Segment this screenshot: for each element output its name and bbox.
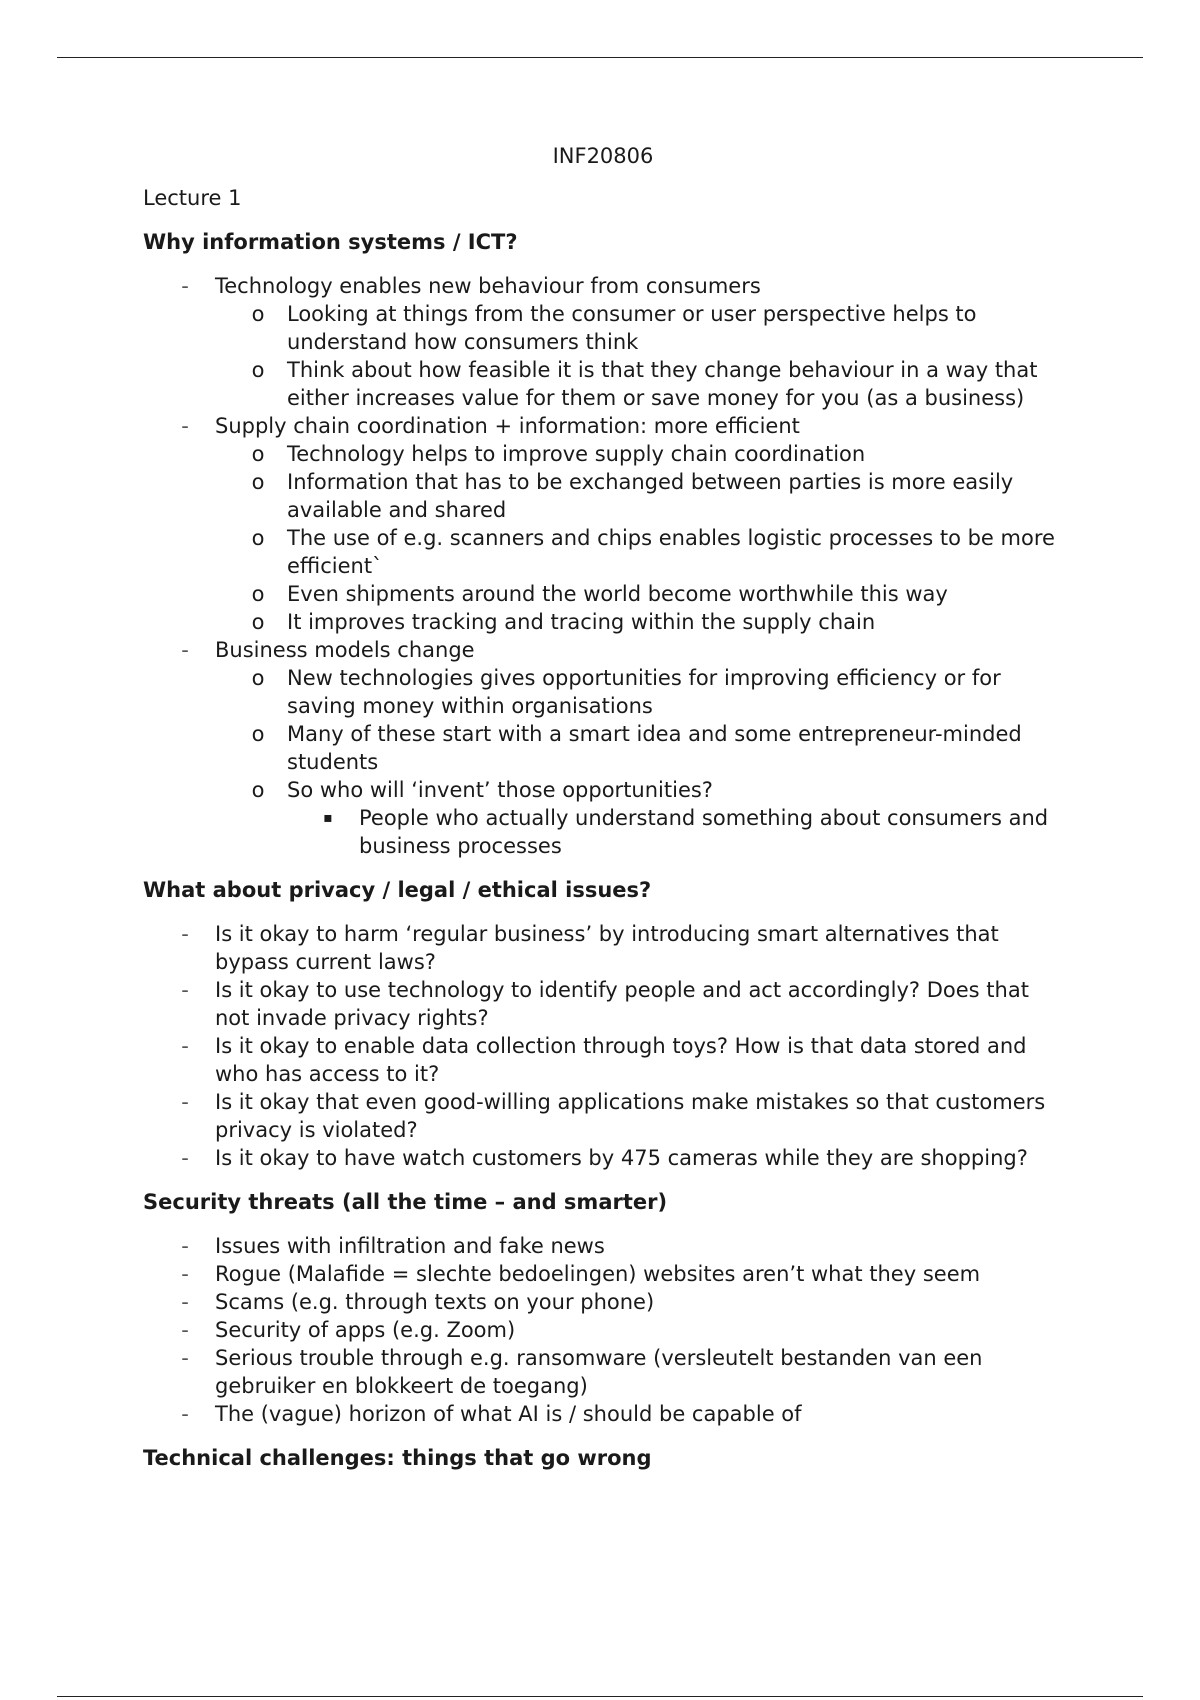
dash-bullet: - xyxy=(181,638,189,662)
list-item-text: Is it okay to have watch customers by 475 cameras while they are shopping? xyxy=(215,1146,1028,1170)
sub-list xyxy=(215,664,1063,860)
list-item-text: Technology enables new behaviour from consumers xyxy=(215,274,761,298)
sub-item-text: Think about how feasible it is that they change behaviour in a way that either increases value for them or save money for you (as a business) xyxy=(287,358,1038,410)
list-item-text: The (vague) horizon of what AI is / should be capable of xyxy=(215,1402,802,1426)
bullet-list xyxy=(143,1232,1063,1428)
sub-list-item xyxy=(215,356,1063,412)
circle-bullet: o xyxy=(251,358,265,382)
dash-bullet: - xyxy=(181,1290,189,1314)
list-item xyxy=(143,1232,1063,1260)
sub-sub-item-text: People who actually understand something about consumers and business processes xyxy=(359,806,1049,858)
circle-bullet: o xyxy=(251,470,265,494)
sub-list-item xyxy=(215,300,1063,356)
sub-item-text: Many of these start with a smart idea and some entrepreneur-minded students xyxy=(287,722,1022,774)
list-item-text: Supply chain coordination + information: more efficient xyxy=(215,414,800,438)
list-item xyxy=(143,1088,1063,1144)
section-heading: Why information systems / ICT? xyxy=(143,230,518,254)
sub-list-item xyxy=(215,580,1063,608)
sub-item-text: It improves tracking and tracing within the supply chain xyxy=(287,610,876,634)
sub-item-text: New technologies gives opportunities for improving efficiency or for saving money within organisations xyxy=(287,666,1001,718)
list-item xyxy=(143,976,1063,1032)
sub-item-text: So who will ‘invent’ those opportunities? xyxy=(287,778,713,802)
sub-list-item xyxy=(215,440,1063,468)
sub-item-text: Technology helps to improve supply chain coordination xyxy=(287,442,866,466)
sub-item-text: The use of e.g. scanners and chips enables logistic processes to be more efficient` xyxy=(287,526,1055,578)
list-item xyxy=(143,272,1063,412)
circle-bullet: o xyxy=(251,666,265,690)
dash-bullet: - xyxy=(181,1090,189,1114)
circle-bullet: o xyxy=(251,582,265,606)
section-heading: What about privacy / legal / ethical issues? xyxy=(143,878,652,902)
list-item-text: Rogue (Malafide = slechte bedoelingen) websites aren’t what they seem xyxy=(215,1262,981,1286)
list-item-text: Security of apps (e.g. Zoom) xyxy=(215,1318,516,1342)
dash-bullet: - xyxy=(181,1402,189,1426)
sub-list xyxy=(215,300,1063,412)
sub-item-text: Looking at things from the consumer or user perspective helps to understand how consumers think xyxy=(287,302,977,354)
footer-rule xyxy=(57,1696,1143,1697)
sub-sub-list xyxy=(287,804,1063,860)
circle-bullet: o xyxy=(251,442,265,466)
dash-bullet: - xyxy=(181,274,189,298)
sub-list-item xyxy=(215,608,1063,636)
circle-bullet: o xyxy=(251,722,265,746)
list-item xyxy=(143,1144,1063,1172)
list-item xyxy=(143,412,1063,636)
sub-list-item xyxy=(215,664,1063,720)
bullet-list xyxy=(143,272,1063,860)
list-item xyxy=(143,636,1063,860)
section-heading: Security threats (all the time – and smarter) xyxy=(143,1190,668,1214)
dash-bullet: - xyxy=(181,1146,189,1170)
sub-list xyxy=(215,440,1063,636)
section-heading: Technical challenges: things that go wrong xyxy=(143,1446,652,1470)
sub-item-text: Information that has to be exchanged between parties is more easily available and shared xyxy=(287,470,1014,522)
circle-bullet: o xyxy=(251,526,265,550)
circle-bullet: o xyxy=(251,610,265,634)
dash-bullet: - xyxy=(181,1262,189,1286)
square-bullet: ▪ xyxy=(323,810,333,826)
bullet-list xyxy=(143,920,1063,1172)
list-item xyxy=(143,1260,1063,1288)
list-item xyxy=(143,1288,1063,1316)
list-item-text: Is it okay that even good-willing applications make mistakes so that customers privacy is violated? xyxy=(215,1090,1046,1142)
list-item-text: Business models change xyxy=(215,638,475,662)
header-rule xyxy=(57,57,1143,58)
course-code: INF20806 xyxy=(552,144,654,168)
sub-list-item xyxy=(215,776,1063,860)
lecture-label: Lecture 1 xyxy=(143,186,242,210)
list-item-text: Issues with infiltration and fake news xyxy=(215,1234,605,1258)
list-item xyxy=(143,1344,1063,1400)
dash-bullet: - xyxy=(181,1234,189,1258)
list-item-text: Is it okay to use technology to identify people and act accordingly? Does that not invade privacy rights? xyxy=(215,978,1029,1030)
circle-bullet: o xyxy=(251,302,265,326)
dash-bullet: - xyxy=(181,1318,189,1342)
dash-bullet: - xyxy=(181,414,189,438)
list-item xyxy=(143,920,1063,976)
list-item xyxy=(143,1032,1063,1088)
sub-item-text: Even shipments around the world become worthwhile this way xyxy=(287,582,948,606)
dash-bullet: - xyxy=(181,978,189,1002)
circle-bullet: o xyxy=(251,778,265,802)
list-item-text: Is it okay to harm ‘regular business’ by introducing smart alternatives that bypass current laws? xyxy=(215,922,999,974)
document-body xyxy=(143,142,1063,1488)
sub-list-item xyxy=(215,524,1063,580)
dash-bullet: - xyxy=(181,1346,189,1370)
sub-list-item xyxy=(215,468,1063,524)
dash-bullet: - xyxy=(181,922,189,946)
sub-list-item xyxy=(215,720,1063,776)
dash-bullet: - xyxy=(181,1034,189,1058)
list-item-text: Serious trouble through e.g. ransomware (versleutelt bestanden van een gebruiker en blokkeert de toegang) xyxy=(215,1346,983,1398)
sub-sub-list-item xyxy=(287,804,1063,860)
list-item-text: Is it okay to enable data collection through toys? How is that data stored and who has access to it? xyxy=(215,1034,1027,1086)
list-item-text: Scams (e.g. through texts on your phone) xyxy=(215,1290,655,1314)
list-item xyxy=(143,1316,1063,1344)
list-item xyxy=(143,1400,1063,1428)
